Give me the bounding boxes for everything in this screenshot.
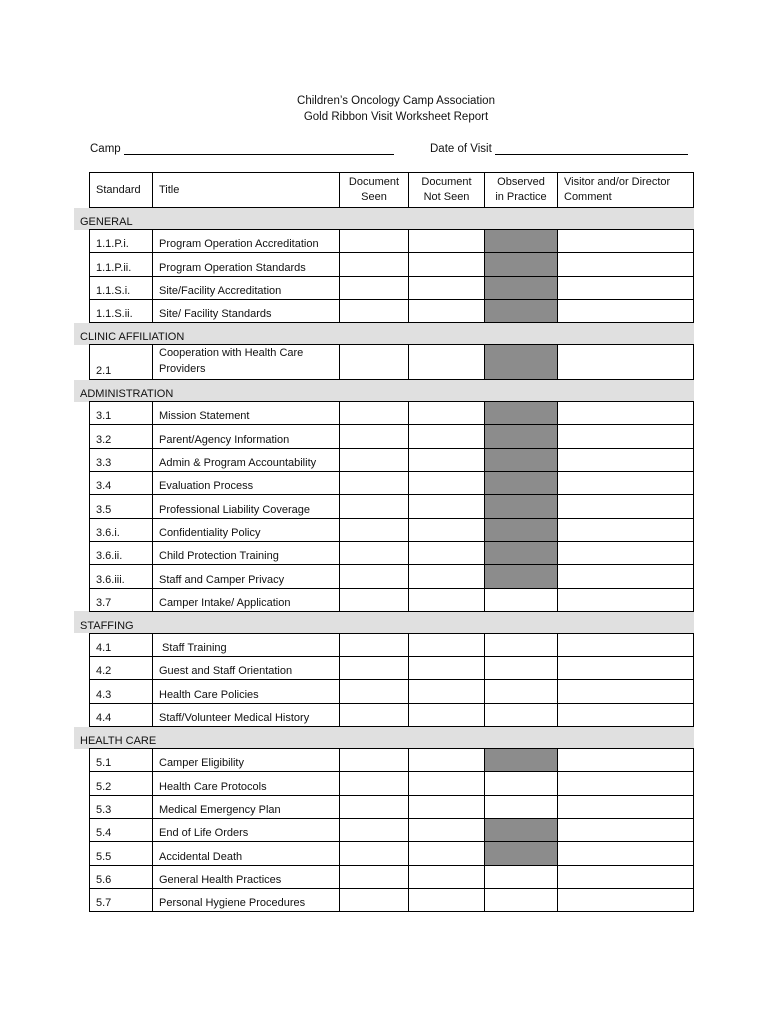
doc-seen-cell[interactable]: [340, 772, 409, 795]
comment-cell[interactable]: [558, 633, 694, 656]
standard-number: 3.6.i.: [90, 518, 153, 541]
standard-title: Health Care Protocols: [153, 772, 340, 795]
doc-seen-cell[interactable]: [340, 818, 409, 841]
comment-cell[interactable]: [558, 518, 694, 541]
doc-not-seen-cell[interactable]: [409, 541, 485, 564]
table-row: [74, 472, 694, 495]
standard-title: Staff Training: [153, 633, 340, 656]
standard-number: 1.1.S.i.: [90, 276, 153, 299]
doc-not-seen-cell[interactable]: [409, 772, 485, 795]
observed-cell[interactable]: [485, 345, 558, 380]
table-row: [74, 448, 694, 471]
observed-cell[interactable]: [485, 657, 558, 680]
doc-seen-cell[interactable]: [340, 795, 409, 818]
doc-seen-cell[interactable]: [340, 842, 409, 865]
doc-seen-cell[interactable]: [340, 865, 409, 888]
observed-cell[interactable]: [485, 795, 558, 818]
comment-cell[interactable]: [558, 472, 694, 495]
doc-seen-cell[interactable]: [340, 253, 409, 276]
observed-cell[interactable]: [485, 299, 558, 322]
comment-cell[interactable]: [558, 448, 694, 471]
doc-seen-cell[interactable]: [340, 299, 409, 322]
standard-title: Accidental Death: [153, 842, 340, 865]
doc-not-seen-cell[interactable]: [409, 842, 485, 865]
table-row: [74, 749, 694, 772]
report-title: Gold Ribbon Visit Worksheet Report: [303, 111, 489, 123]
comment-cell[interactable]: [558, 299, 694, 322]
table-row: [74, 842, 694, 865]
comment-cell[interactable]: [558, 749, 694, 772]
standard-title: Mission Statement: [153, 402, 340, 425]
doc-seen-cell[interactable]: [340, 633, 409, 656]
table-row: [74, 565, 694, 588]
comment-cell[interactable]: [558, 657, 694, 680]
standard-title: Guest and Staff Orientation: [153, 657, 340, 680]
standard-number: 4.2: [90, 657, 153, 680]
doc-seen-cell[interactable]: [340, 588, 409, 611]
doc-not-seen-cell[interactable]: [409, 448, 485, 471]
observed-cell[interactable]: [485, 588, 558, 611]
standard-title: Site/ Facility Standards: [153, 299, 340, 322]
observed-cell[interactable]: [485, 425, 558, 448]
observed-cell[interactable]: [485, 842, 558, 865]
camp-input-line[interactable]: [124, 141, 394, 155]
observed-cell[interactable]: [485, 472, 558, 495]
comment-cell[interactable]: [558, 772, 694, 795]
doc-not-seen-cell[interactable]: [409, 703, 485, 726]
doc-not-seen-cell[interactable]: [409, 588, 485, 611]
col-observed: Observed in Practice: [485, 173, 558, 208]
doc-not-seen-cell[interactable]: [409, 253, 485, 276]
observed-cell[interactable]: [485, 230, 558, 253]
doc-not-seen-cell[interactable]: [409, 680, 485, 703]
doc-seen-cell[interactable]: [340, 472, 409, 495]
doc-not-seen-cell[interactable]: [409, 633, 485, 656]
standard-title: End of Life Orders: [153, 818, 340, 841]
comment-cell[interactable]: [558, 402, 694, 425]
observed-cell[interactable]: [485, 818, 558, 841]
doc-not-seen-cell[interactable]: [409, 472, 485, 495]
comment-cell[interactable]: [558, 565, 694, 588]
comment-cell[interactable]: [558, 495, 694, 518]
section-label: GENERAL: [74, 208, 694, 230]
table-row: [74, 818, 694, 841]
standard-number: 5.2: [90, 772, 153, 795]
doc-not-seen-cell[interactable]: [409, 565, 485, 588]
observed-cell[interactable]: [485, 495, 558, 518]
section-label: ADMINISTRATION: [74, 380, 694, 402]
standard-title: Professional Liability Coverage: [153, 495, 340, 518]
date-label: Date of Visit: [430, 143, 492, 155]
section-header: [74, 323, 694, 345]
standard-title: Confidentiality Policy: [153, 518, 340, 541]
standard-title: Medical Emergency Plan: [153, 795, 340, 818]
section-label: STAFFING: [74, 611, 694, 633]
observed-cell[interactable]: [485, 541, 558, 564]
table-row: [74, 518, 694, 541]
standard-title: General Health Practices: [153, 865, 340, 888]
observed-cell[interactable]: [485, 633, 558, 656]
standard-title: Evaluation Process: [153, 472, 340, 495]
section-header: [74, 727, 694, 749]
observed-cell[interactable]: [485, 680, 558, 703]
doc-seen-cell[interactable]: [340, 230, 409, 253]
standard-title: Cooperation with Health Care Providers: [153, 345, 340, 380]
standard-number: 5.6: [90, 865, 153, 888]
doc-seen-cell[interactable]: [340, 541, 409, 564]
doc-seen-cell[interactable]: [340, 276, 409, 299]
table-row: [74, 657, 694, 680]
section-header: [74, 380, 694, 402]
table-row: [74, 345, 694, 380]
doc-not-seen-cell[interactable]: [409, 299, 485, 322]
report-title-block: [0, 93, 770, 125]
observed-cell[interactable]: [485, 518, 558, 541]
table-row: [74, 703, 694, 726]
section-header: [74, 611, 694, 633]
table-row: [74, 402, 694, 425]
standard-number: 4.4: [90, 703, 153, 726]
col-doc-seen: Document Seen: [340, 173, 409, 208]
doc-seen-cell[interactable]: [340, 345, 409, 380]
comment-cell[interactable]: [558, 345, 694, 380]
table-row: [74, 865, 694, 888]
standard-title: Staff/Volunteer Medical History: [153, 703, 340, 726]
standard-number: 1.1.P.ii.: [90, 253, 153, 276]
standard-number: 3.5: [90, 495, 153, 518]
table-row: [74, 795, 694, 818]
standard-number: 1.1.P.i.: [90, 230, 153, 253]
comment-cell[interactable]: [558, 425, 694, 448]
standard-number: 3.6.iii.: [90, 565, 153, 588]
table-row: [74, 230, 694, 253]
observed-cell[interactable]: [485, 448, 558, 471]
standard-title: Camper Intake/ Application: [153, 588, 340, 611]
standard-number: 3.7: [90, 588, 153, 611]
doc-seen-cell[interactable]: [340, 518, 409, 541]
standard-number: 5.4: [90, 818, 153, 841]
standard-number: 3.1: [90, 402, 153, 425]
doc-seen-cell[interactable]: [340, 495, 409, 518]
standard-title: Camper Eligibility: [153, 749, 340, 772]
table-row: [74, 680, 694, 703]
doc-not-seen-cell[interactable]: [409, 402, 485, 425]
standard-number: 5.1: [90, 749, 153, 772]
doc-not-seen-cell[interactable]: [409, 865, 485, 888]
observed-cell[interactable]: [485, 565, 558, 588]
doc-not-seen-cell[interactable]: [409, 795, 485, 818]
doc-not-seen-cell[interactable]: [409, 230, 485, 253]
comment-cell[interactable]: [558, 541, 694, 564]
observed-cell[interactable]: [485, 749, 558, 772]
doc-not-seen-cell[interactable]: [409, 425, 485, 448]
date-of-visit-field[interactable]: [430, 141, 688, 155]
table-row: [74, 888, 694, 911]
doc-not-seen-cell[interactable]: [409, 749, 485, 772]
camp-field[interactable]: [90, 141, 394, 155]
standard-number: 5.7: [90, 888, 153, 911]
standard-number: 3.3: [90, 448, 153, 471]
comment-cell[interactable]: [558, 253, 694, 276]
standard-title: Personal Hygiene Procedures: [153, 888, 340, 911]
standard-title: Health Care Policies: [153, 680, 340, 703]
comment-cell[interactable]: [558, 588, 694, 611]
doc-seen-cell[interactable]: [340, 888, 409, 911]
comment-cell[interactable]: [558, 680, 694, 703]
standard-number: 5.3: [90, 795, 153, 818]
table-row: [74, 425, 694, 448]
col-comment: Visitor and/or Director Comment: [558, 173, 694, 208]
doc-seen-cell[interactable]: [340, 749, 409, 772]
standard-title: Child Protection Training: [153, 541, 340, 564]
comment-cell[interactable]: [558, 842, 694, 865]
standard-number: 2.1: [90, 345, 153, 380]
doc-not-seen-cell[interactable]: [409, 276, 485, 299]
comment-cell[interactable]: [558, 795, 694, 818]
doc-not-seen-cell[interactable]: [409, 657, 485, 680]
table-row: [74, 495, 694, 518]
observed-cell[interactable]: [485, 276, 558, 299]
doc-seen-cell[interactable]: [340, 402, 409, 425]
standard-title: Program Operation Standards: [153, 253, 340, 276]
table-row: [74, 299, 694, 322]
standard-title: Program Operation Accreditation: [153, 230, 340, 253]
section-header: [74, 208, 694, 230]
standard-title: Admin & Program Accountability: [153, 448, 340, 471]
doc-seen-cell[interactable]: [340, 680, 409, 703]
doc-not-seen-cell[interactable]: [409, 518, 485, 541]
doc-not-seen-cell[interactable]: [409, 345, 485, 380]
doc-seen-cell[interactable]: [340, 703, 409, 726]
standard-number: 4.3: [90, 680, 153, 703]
standard-number: 3.6.ii.: [90, 541, 153, 564]
doc-seen-cell[interactable]: [340, 425, 409, 448]
comment-cell[interactable]: [558, 888, 694, 911]
comment-cell[interactable]: [558, 703, 694, 726]
doc-not-seen-cell[interactable]: [409, 888, 485, 911]
standard-number: 3.4: [90, 472, 153, 495]
table-row: [74, 772, 694, 795]
doc-not-seen-cell[interactable]: [409, 495, 485, 518]
standard-number: 3.2: [90, 425, 153, 448]
standard-title: Staff and Camper Privacy: [153, 565, 340, 588]
table-row: [74, 541, 694, 564]
observed-cell[interactable]: [485, 772, 558, 795]
table-row: [74, 253, 694, 276]
comment-cell[interactable]: [558, 276, 694, 299]
org-name: Children’s Oncology Camp Association: [297, 95, 495, 107]
camp-label: Camp: [90, 143, 121, 155]
table-row: [74, 633, 694, 656]
doc-seen-cell[interactable]: [340, 448, 409, 471]
standard-number: 1.1.S.ii.: [90, 299, 153, 322]
observed-cell[interactable]: [485, 865, 558, 888]
comment-cell[interactable]: [558, 818, 694, 841]
table-row: [74, 588, 694, 611]
observed-cell[interactable]: [485, 253, 558, 276]
col-standard: Standard: [90, 173, 153, 208]
observed-cell[interactable]: [485, 703, 558, 726]
standard-title: Site/Facility Accreditation: [153, 276, 340, 299]
col-title: Title: [153, 173, 340, 208]
observed-cell[interactable]: [485, 402, 558, 425]
doc-seen-cell[interactable]: [340, 565, 409, 588]
standard-number: 5.5: [90, 842, 153, 865]
standard-number: 4.1: [90, 633, 153, 656]
date-input-line[interactable]: [495, 141, 688, 155]
doc-seen-cell[interactable]: [340, 657, 409, 680]
header-row: [74, 173, 694, 208]
section-label: HEALTH CARE: [74, 727, 694, 749]
doc-not-seen-cell[interactable]: [409, 818, 485, 841]
observed-cell[interactable]: [485, 888, 558, 911]
table-row: [74, 276, 694, 299]
worksheet-table: [74, 172, 694, 912]
col-doc-not-seen: Document Not Seen: [409, 173, 485, 208]
standard-title: Parent/Agency Information: [153, 425, 340, 448]
section-label: CLINIC AFFILIATION: [74, 323, 694, 345]
comment-cell[interactable]: [558, 865, 694, 888]
comment-cell[interactable]: [558, 230, 694, 253]
